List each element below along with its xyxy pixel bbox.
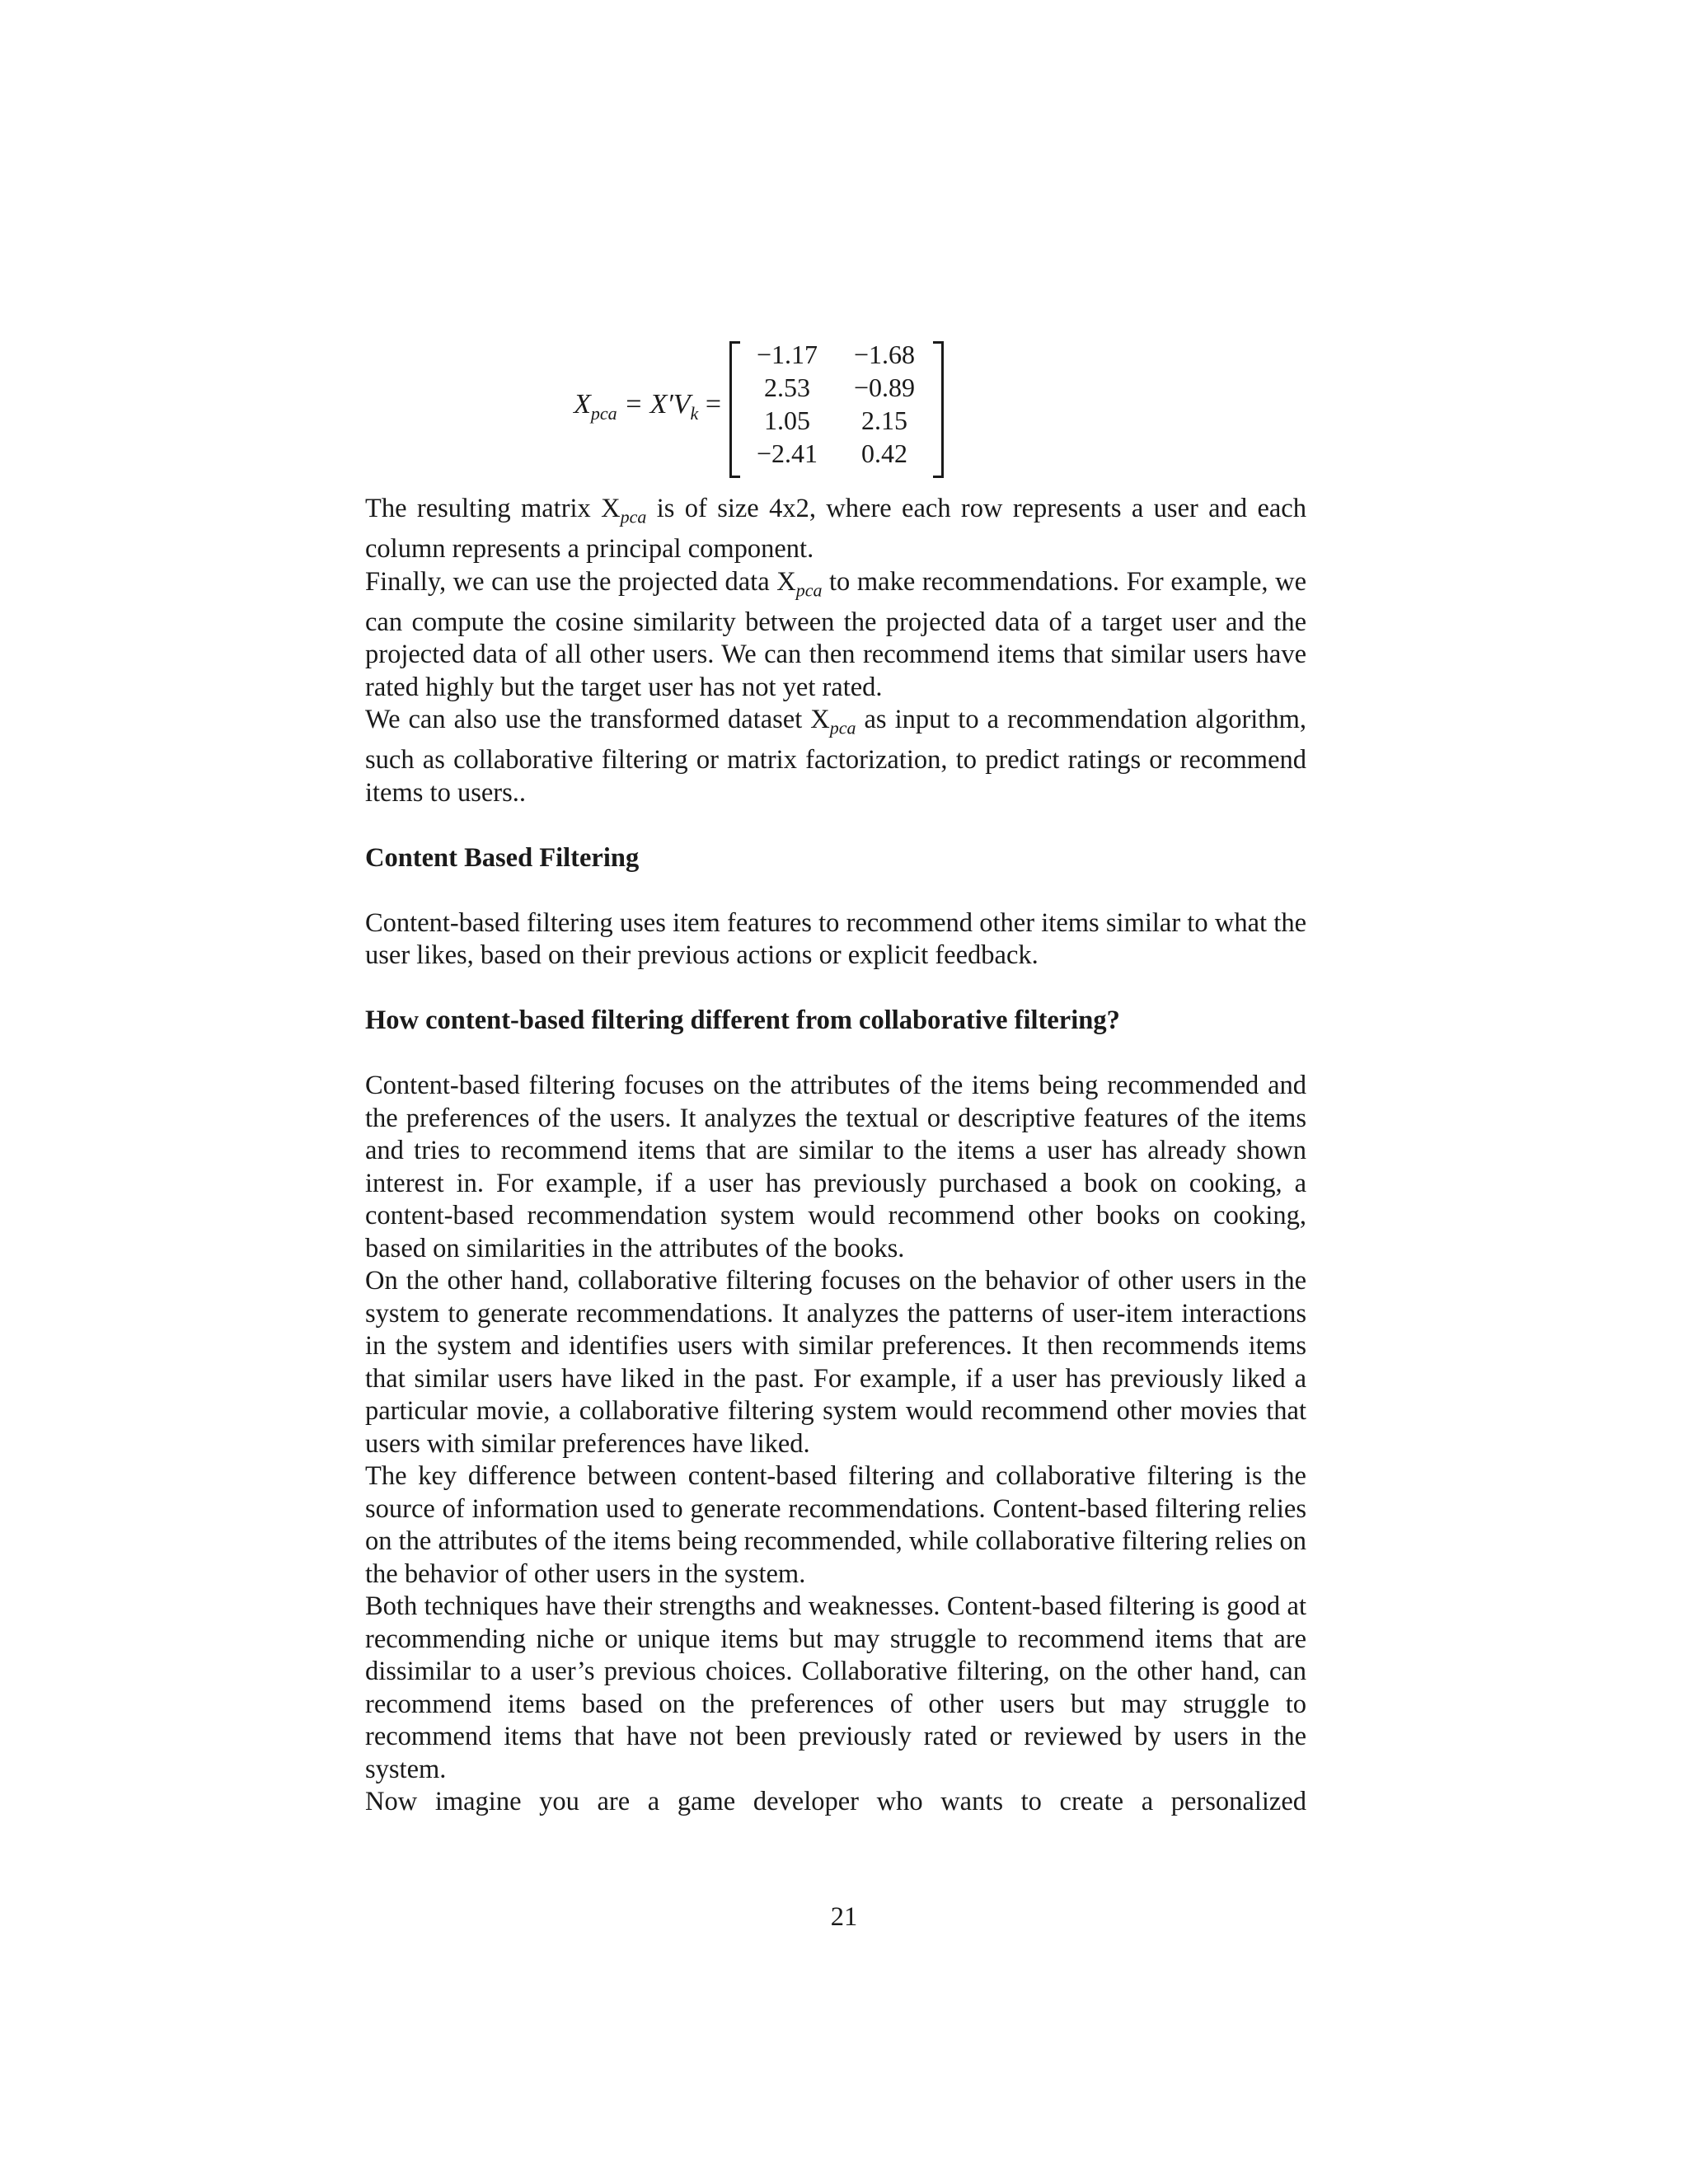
paragraph-matrix-size <box>365 493 1306 566</box>
text-run: is of size 4x2, where each row represents a user and each column represents a principal component. <box>365 494 1306 564</box>
equation-subscript-pca: pca <box>590 402 617 424</box>
paragraph-content-based: Content-based filtering focuses on the attributes of the items being recommended and the preferences of the users. It analyzes the textual or descriptive features of the items and tries to recommend items that are similar to the items a user has already shown interest in. For example, if a user has previously purchased a book on cooking, a content-based recommendation system would recommend other books on cooking, based on similarities in the attributes of the books. <box>365 1071 1306 1263</box>
text-run: Finally, we can use the projected data X <box>365 566 796 597</box>
matrix-cell: 2.15 <box>861 405 907 435</box>
spacer <box>365 874 1306 907</box>
matrix-cell: 1.05 <box>764 405 810 435</box>
subscript: pca <box>620 506 647 527</box>
matrix-cell: −0.89 <box>853 373 916 402</box>
paragraph-recommendations <box>365 566 1306 705</box>
subscript: pca <box>795 579 823 600</box>
text-run: as input to a recommendation algorithm, such as collaborative filtering or matrix factorization, to predict ratings or recommend items to users.. <box>365 705 1306 808</box>
spacer <box>365 972 1306 1005</box>
pca-equation <box>495 338 1071 478</box>
matrix-row <box>741 340 932 373</box>
matrix-row <box>741 373 932 405</box>
subsection-heading: How content-based filtering different from collaborative filtering? <box>365 1005 1120 1035</box>
paragraph-strengths-weaknesses: Both techniques have their strengths and weaknesses. Content-based filtering is good at recommending niche or unique items but may struggle to recommend items that are dissimilar to a user’s previous choices. Collaborative filtering, on the other hand, can recommend items based on the preferences of other users but may struggle to recommend items that have not been previously rated or reviewed by users in the system. <box>365 1591 1306 1784</box>
subscript: pca <box>829 717 856 738</box>
matrix-cell: −1.68 <box>853 340 916 369</box>
page-number: 21 <box>830 1902 858 1932</box>
body-text <box>365 493 1306 1819</box>
text-run: We can also use the transformed dataset X <box>365 705 830 734</box>
matrix-row <box>741 438 932 471</box>
matrix-cell: 0.42 <box>861 438 907 468</box>
matrix-row <box>741 405 932 438</box>
text-run: The resulting matrix X <box>365 494 621 523</box>
equation-equals: = <box>698 389 721 419</box>
paragraph-collaborative: On the other hand, collaborative filtering focuses on the behavior of other users in the system to generate recommendations. It analyzes the patterns of user-item interactions in the system and identifies users with similar preferences. It then recommends items that similar users have liked in the past. For example, if a user has previously liked a particular movie, a collaborative filtering system would recommend other movies that users with similar preferences have liked. <box>365 1266 1306 1459</box>
paragraph-key-difference: The key difference between content-based filtering and collaborative filtering is the source of information used to generate recommendations. Content-based filtering relies on the attributes of the items being recommended, while collaborative filtering relies on the behavior of other users in the system. <box>365 1461 1306 1589</box>
matrix-cell: −2.41 <box>756 438 818 468</box>
paragraph-transformed-dataset <box>365 704 1306 809</box>
matrix-right-bracket <box>933 341 944 478</box>
equation-subscript-k: k <box>690 402 699 424</box>
result-matrix <box>729 338 944 478</box>
equation-product: = X′V <box>617 389 691 419</box>
spacer <box>365 1038 1306 1071</box>
paragraph-game-developer: Now imagine you are a game developer who wants to create a personalized <box>365 1787 1306 1816</box>
matrix-cell: −1.17 <box>756 340 818 369</box>
section-heading: Content Based Filtering <box>365 842 640 873</box>
equation-lhs <box>574 389 721 424</box>
matrix-left-bracket <box>729 341 740 478</box>
text-run: to make recommendations. For example, we can compute the cosine similarity between the projected data of a target user and the projected data of all other users. We can then recommend items that similar users have rated highly but the target user has not yet rated. <box>365 566 1306 702</box>
paragraph-content-based-definition: Content-based filtering uses item features to recommend other items similar to what the user likes, based on their previous actions or explicit feedback. <box>365 907 1306 970</box>
spacer <box>365 809 1306 842</box>
matrix-cell: 2.53 <box>764 373 810 402</box>
equation-symbol-x: X <box>574 389 591 419</box>
